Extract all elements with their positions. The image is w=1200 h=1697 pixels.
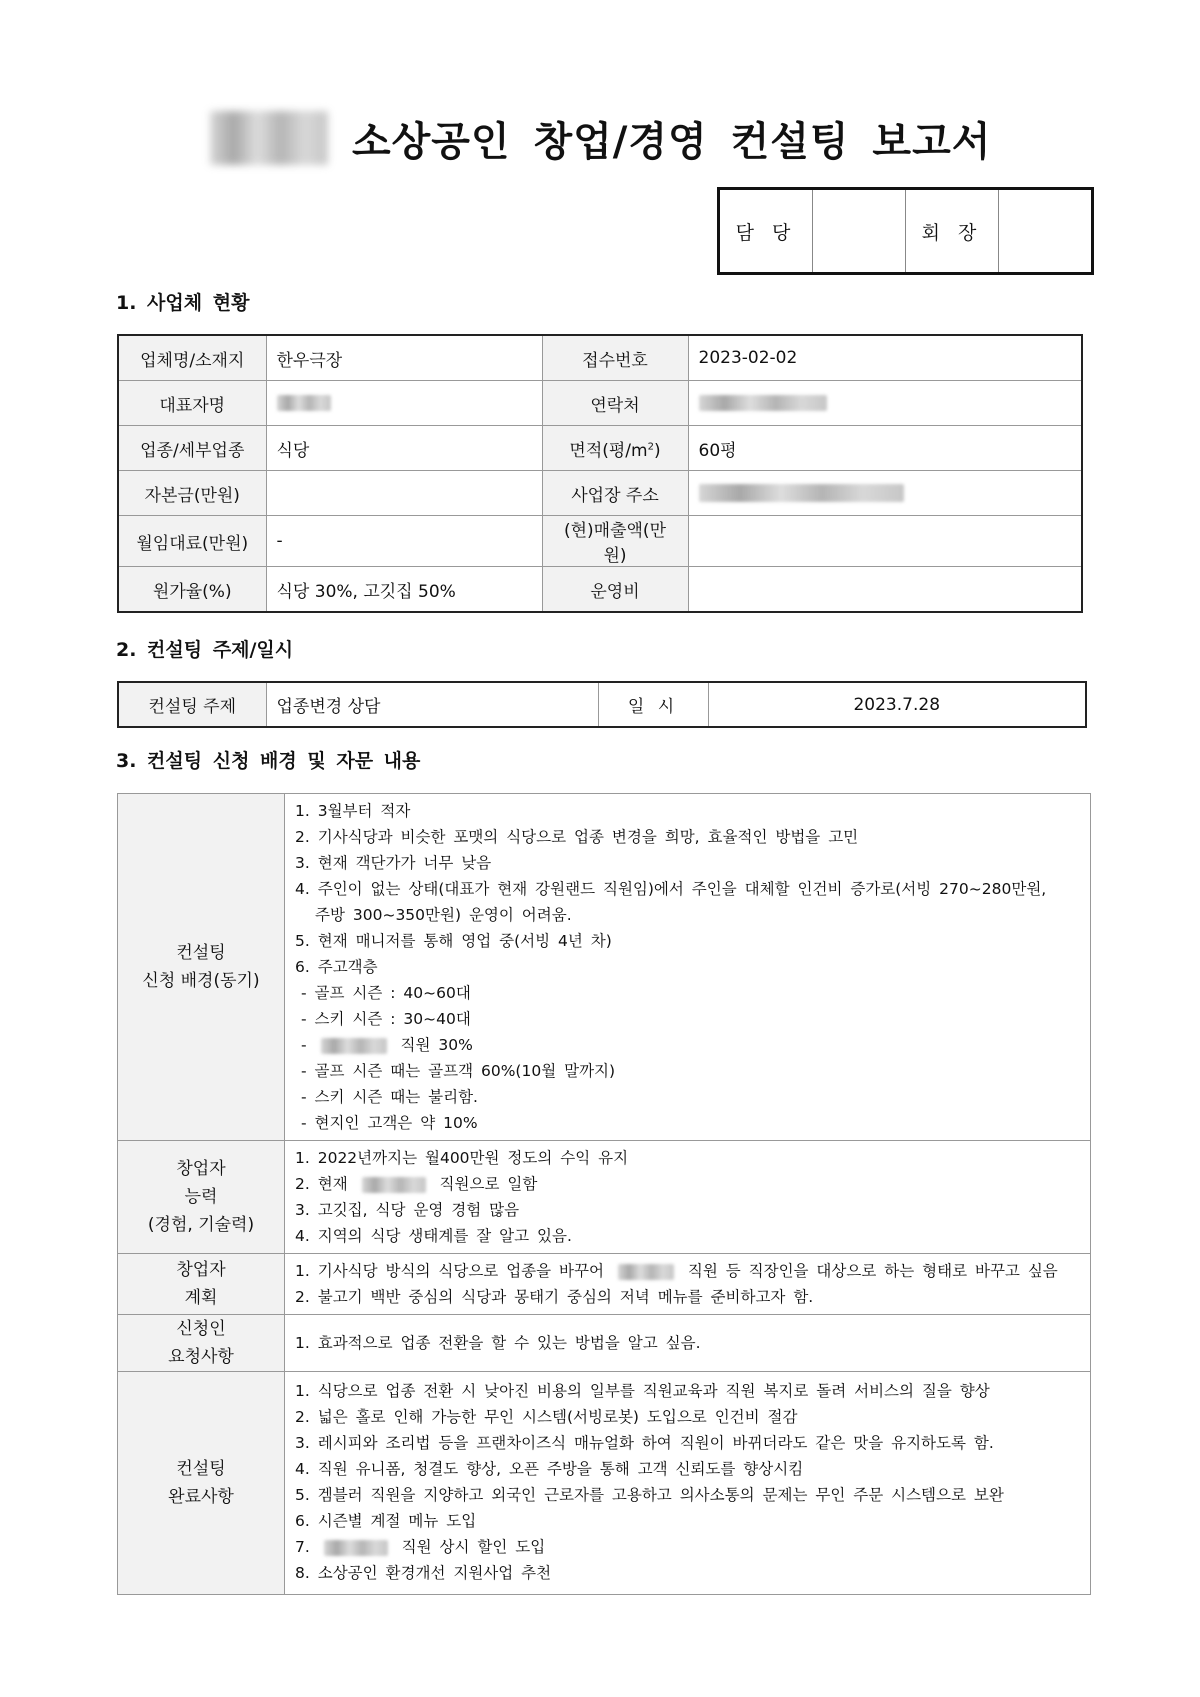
list-item: 1. 기사식당 방식의 식당으로 업종을 바꾸어 직원 등 직장인을 대상으로 하는 형태로 바꾸고 싶음 [295, 1262, 1058, 1280]
table-row [118, 471, 1082, 516]
table-row [118, 335, 1082, 381]
section-heading-business-status: 1. 사업체 현황 [116, 292, 250, 314]
list-item: 6. 시즌별 계절 메뉴 도입 [295, 1512, 477, 1530]
content-founder-plan [285, 1254, 1091, 1315]
list-item: 2. 기사식당과 비슷한 포맷의 식당으로 업종 변경을 희망, 효율적인 방법을 고민 [295, 828, 859, 846]
label-monthly-rent: 월임대료(만원) [118, 516, 266, 567]
content-application-background [285, 794, 1091, 1141]
table-row [118, 1141, 1091, 1254]
label-receipt-no: 접수번호 [542, 335, 688, 381]
business-status-table [117, 334, 1083, 613]
label-capital: 자본금(만원) [118, 471, 266, 516]
approval-box [717, 187, 1094, 275]
approval-label-chairman: 회 장 [906, 189, 999, 274]
table-row [118, 426, 1082, 471]
list-item: 1. 효과적으로 업종 전환을 할 수 있는 방법을 알고 싶음. [295, 1334, 701, 1352]
value-company: 한우극장 [266, 335, 542, 381]
label-application-background: 컨설팅 신청 배경(동기) [118, 794, 285, 1141]
list-item: 1. 2022년까지는 월400만원 정도의 수익 유지 [295, 1149, 629, 1167]
label-address: 사업장 주소 [542, 471, 688, 516]
page-title: 소상공인 창업/경영 컨설팅 보고서 [352, 118, 992, 165]
table-row [118, 682, 1086, 727]
list-item: 3. 레시피와 조리법 등을 프랜차이즈식 매뉴얼화 하여 직원이 바뀌더라도 같은 맛을 유지하도록 함. [295, 1434, 994, 1452]
table-row [118, 1254, 1091, 1315]
list-item: 3. 고깃집, 식당 운영 경험 많음 [295, 1201, 520, 1219]
value-contact [688, 381, 1082, 426]
list-item: 1. 3월부터 적자 [295, 802, 411, 820]
section-heading-background-advice: 3. 컨설팅 신청 배경 및 자문 내용 [116, 750, 421, 772]
redacted-representative [277, 395, 331, 411]
value-area: 60평 [688, 426, 1082, 471]
label-current-sales: (현)매출액(만원) [542, 516, 688, 567]
redacted-address [699, 484, 904, 502]
label-company: 업체명/소재지 [118, 335, 266, 381]
list-item: - 스키 시즌 때는 불리함. [301, 1088, 478, 1106]
list-item: 5. 겜블러 직원을 지양하고 외국인 근로자를 고용하고 의사소통의 문제는 무인 주문 시스템으로 보완 [295, 1486, 1004, 1504]
list-item: 4. 주인이 없는 상태(대표가 현재 강원랜드 직원임)에서 주인을 대체할 인건비 증가로(서빙 270~280만원, [295, 880, 1047, 898]
list-item: 5. 현재 매니저를 통해 영업 중(서빙 4년 차) [295, 932, 612, 950]
label-industry: 업종/세부업종 [118, 426, 266, 471]
list-item: - 골프 시즌 : 40~60대 [301, 984, 471, 1002]
approval-sign-manager[interactable] [813, 189, 906, 274]
redacted-employer [321, 1038, 387, 1054]
table-row [118, 1372, 1091, 1595]
redacted-contact [699, 395, 827, 411]
list-item: 4. 지역의 식당 생태계를 잘 알고 있음. [295, 1227, 572, 1245]
approval-label-manager: 담 당 [719, 189, 813, 274]
consulting-details-table [117, 793, 1091, 1595]
label-date: 일 시 [598, 682, 708, 727]
table-row [118, 381, 1082, 426]
value-cost-ratio: 식당 30%, 고깃집 50% [266, 567, 542, 613]
list-item: 2. 넓은 홀로 인해 가능한 무인 시스템(서빙로봇) 도입으로 인건비 절감 [295, 1408, 798, 1426]
list-item: 1. 식당으로 업종 전환 시 낮아진 비용의 일부를 직원교육과 직원 복지로 돌려 서비스의 질을 향상 [295, 1382, 990, 1400]
list-item: - 현지인 고객은 약 10% [301, 1114, 478, 1132]
value-date: 2023.7.28 [708, 682, 1086, 727]
value-representative [266, 381, 542, 426]
redacted-employer [362, 1177, 426, 1193]
content-founder-capability [285, 1141, 1091, 1254]
table-row [118, 516, 1082, 567]
value-topic: 업종변경 상담 [266, 682, 598, 727]
label-contact: 연락처 [542, 381, 688, 426]
list-item: 주방 300~350만원) 운영이 어려움. [315, 906, 572, 924]
list-item: - 골프 시즌 때는 골프객 60%(10월 말까지) [301, 1062, 616, 1080]
value-current-sales [688, 516, 1082, 567]
list-item: 3. 현재 객단가가 너무 낮음 [295, 854, 492, 872]
list-item: - 스키 시즌 : 30~40대 [301, 1010, 471, 1028]
value-address [688, 471, 1082, 516]
label-applicant-request: 신청인 요청사항 [118, 1315, 285, 1372]
value-operating-cost [688, 567, 1082, 613]
label-consulting-completed: 컨설팅 완료사항 [118, 1372, 285, 1595]
value-capital [266, 471, 542, 516]
table-row [118, 567, 1082, 613]
report-title-row [210, 108, 991, 168]
content-applicant-request [285, 1315, 1091, 1372]
section-heading-topic-date: 2. 컨설팅 주제/일시 [116, 639, 294, 661]
table-row [118, 794, 1091, 1141]
list-item: - 직원 30% [301, 1036, 473, 1054]
list-item: 4. 직원 유니폼, 청결도 향상, 오픈 주방을 통해 고객 신뢰도를 향상시킴 [295, 1460, 804, 1478]
label-topic: 컨설팅 주제 [118, 682, 266, 727]
value-industry: 식당 [266, 426, 542, 471]
table-row [118, 1315, 1091, 1372]
redacted-title-prefix [210, 111, 328, 165]
redacted-employer [324, 1540, 388, 1556]
list-item: 8. 소상공인 환경개선 지원사업 추천 [295, 1564, 552, 1582]
approval-sign-chairman[interactable] [999, 189, 1093, 274]
content-consulting-completed [285, 1372, 1091, 1595]
label-founder-plan: 창업자 계획 [118, 1254, 285, 1315]
list-item: 2. 불고기 백반 중심의 식당과 몽태기 중심의 저녁 메뉴를 준비하고자 함. [295, 1288, 814, 1306]
value-monthly-rent: - [266, 516, 542, 567]
label-founder-capability: 창업자 능력 (경험, 기술력) [118, 1141, 285, 1254]
list-item: 7. 직원 상시 할인 도입 [295, 1538, 546, 1556]
label-cost-ratio: 원가율(%) [118, 567, 266, 613]
redacted-employer [618, 1264, 674, 1280]
list-item: 6. 주고객층 [295, 958, 378, 976]
label-area: 면적(평$/m^2$) [542, 426, 688, 471]
value-receipt-no: 2023-02-02 [688, 335, 1082, 381]
consulting-topic-table [117, 681, 1087, 728]
label-operating-cost: 운영비 [542, 567, 688, 613]
label-representative: 대표자명 [118, 381, 266, 426]
list-item: 2. 현재 직원으로 일함 [295, 1175, 538, 1193]
